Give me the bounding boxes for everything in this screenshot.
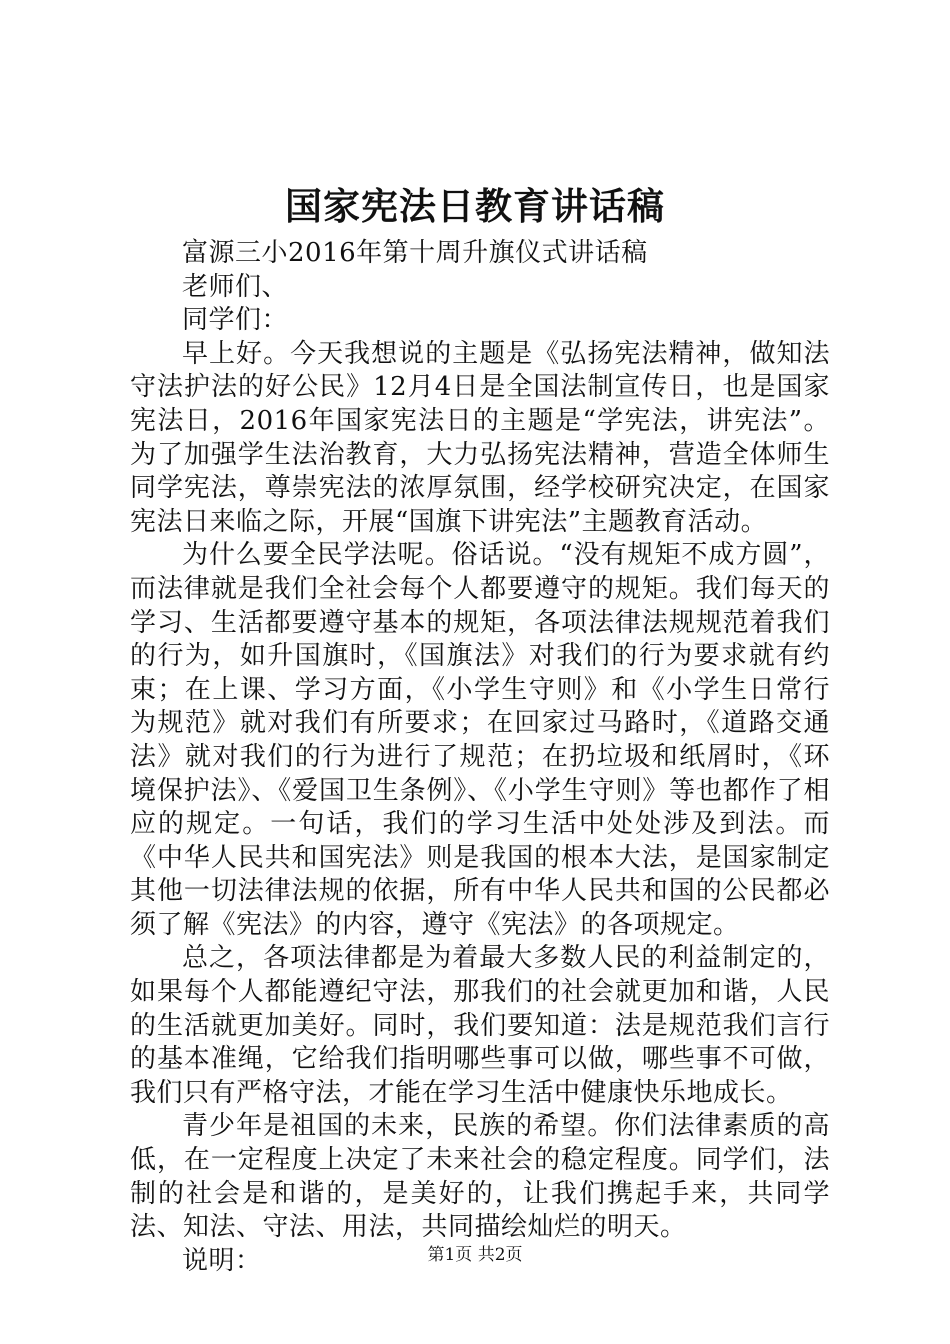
document-title: 国家宪法日教育讲话稿 <box>285 185 665 228</box>
paragraph-youth: 青少年是祖国的未来，民族的希望。你们法律素质的高低，在一定程度上决定了未来社会的稳定程度。同学们，法制的社会是和谐的，是美好的，让我们携起手来，共同学法、知法、守法、用法，共同描绘灿烂的明天。 <box>130 1111 830 1243</box>
salutation-students: 同学们： <box>182 305 289 336</box>
page-number-footer: 第1页 共2页 <box>427 1245 523 1265</box>
speech-heading: 富源三小2016年第十周升旗仪式讲话稿 <box>182 238 648 268</box>
paragraph-opening: 早上好。今天我想说的主题是《弘扬宪法精神，做知法守法护法的好公民》12月4日是全国法制宣传日，也是国家宪法日，2016年国家宪法日的主题是“学宪法，讲宪法”。为了加强学生法治教育，大力弘扬宪法精神，营造全体师生同学宪法，尊崇宪法的浓厚氛围，经学校研究决定，在国家宪法日来临之际，开展“国旗下讲宪法”主题教育活动。 <box>130 338 830 537</box>
salutation-teachers: 老师们、 <box>182 271 289 302</box>
document-body <box>130 237 830 1278</box>
paragraph-why-learn-law: 为什么要全民学法呢。俗话说。“没有规矩不成方圆”，而法律就是我们全社会每个人都要遵守的规矩。我们每天的学习、生活都要遵守基本的规矩，各项法律法规规范着我们的行为，如升国旗时，《国旗法》对我们的行为要求就有约束；在上课、学习方面，《小学生守则》和《小学生日常行为规范》就对我们有所要求；在回家过马路时，《道路交通法》就对我们的行为进行了规范；在扔垃圾和纸屑时，《环境保护法》、《爱国卫生条例》、《小学生守则》等也都作了相应的规定。一句话，我们的学习生活中处处涉及到法。而《中华人民共和国宪法》则是我国的根本大法，是国家制定其他一切法律法规的依据，所有中华人民共和国的公民都必须了解《宪法》的内容，遵守《宪法》的各项规定。 <box>130 540 830 940</box>
paragraph-summary: 总之，各项法律都是为着最大多数人民的利益制定的，如果每个人都能遵纪守法，那我们的社会就更加和谐，人民的生活就更加美好。同时，我们要知道：法是规范我们言行的基本准绳，它给我们指明哪些事可以做，哪些事不可做，我们只有严格守法，才能在学习生活中健康快乐地成长。 <box>130 943 830 1108</box>
paragraph-note: 说明： <box>182 1245 262 1276</box>
